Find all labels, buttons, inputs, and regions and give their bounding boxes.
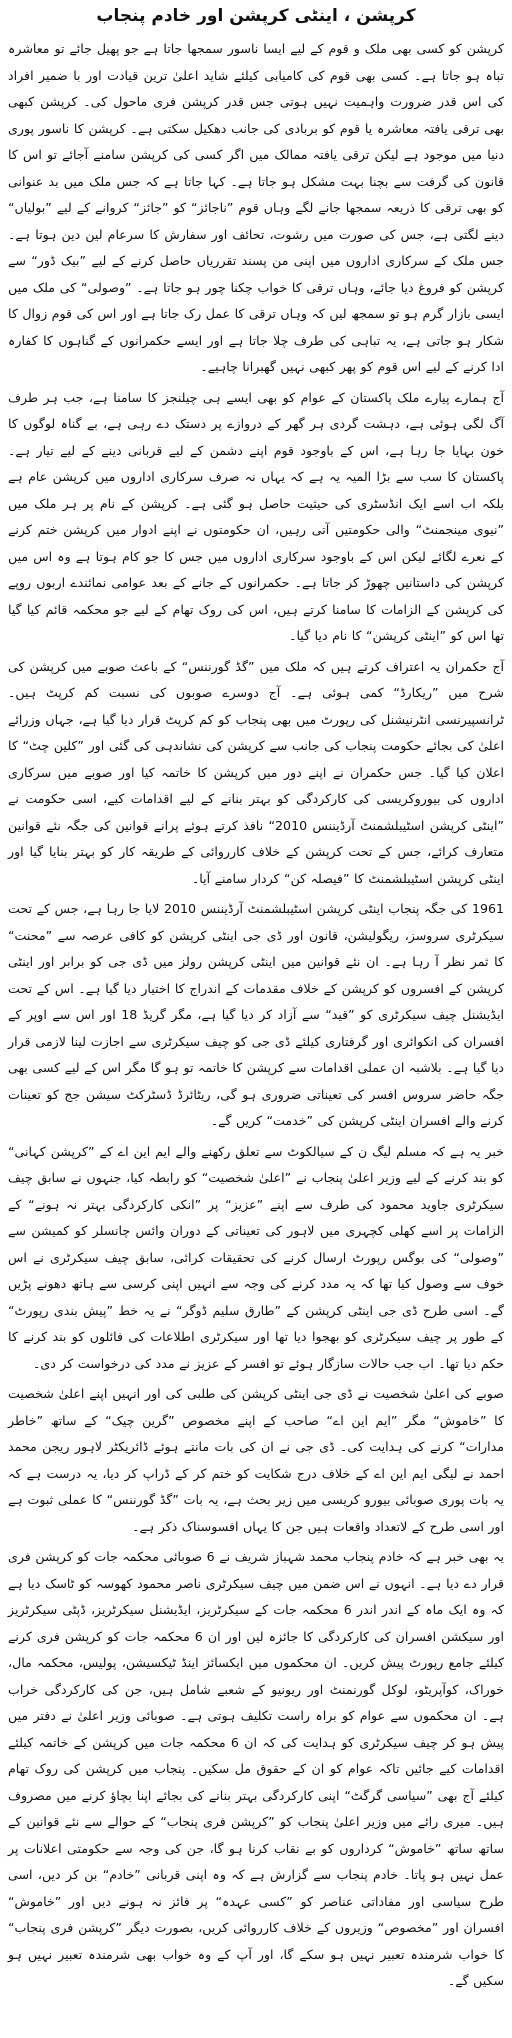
article-paragraph-6: صوبے کی اعلیٰ شخصیت نے ڈی جی اینٹی کرپشن کی طلبی کی اور انہیں اپنے اعلیٰ شخصیت کا ”خاموش“ مگر ”ایم این اے“ صاحب کے اپنے مخصوص ”گرین چیک“ کے ساتھ ”خاطر مدارات“ کرنے کی ہدایت کی۔ ڈی جی نے ان کی بات مانتے ہوئے ڈائریکٹر لاہور ریجن محمد احمد نے لیگی ایم این اے کے خلاف درج شکایت کو ختم کر کے ڈراپ کر دیا، یہ درست ہے کہ یہ بات پوری صوبائی بیورو کریسی میں زیر بحث ہے، یہ بات ”گڈ گورننس“ کا عملی ثبوت ہے اور اسی طرح کے لاتعداد واقعات ہیں جن کا یہاں افسوسناک ذکر ہے۔ — [8, 1386, 504, 1534]
article-headline: کرپشن ، اینٹی کرپشن اور خادم پنجاب — [96, 6, 416, 26]
article-paragraph-2: آج ہمارے پیارے ملک پاکستان کے عوام کو بھی ایسے ہی چیلنجز کا سامنا ہے، جب ہر طرف آگ لگی ہوئی ہے، دہشت گردی ہر گھر کے دروازے پر دستک دے رہی ہے، بے گناہ لوگوں کا خون بہایا جا رہا ہے، اس کے باوجود قوم اپنے دشمن کے لیے قربانی دینے کے لیے تیار ہے۔ پاکستان کا سب سے بڑا المیہ یہ ہے کہ یہاں نہ صرف سرکاری اداروں میں کرپشن عام ہے بلکہ اب اسے ایک انڈسٹری کی حیثیت حاصل ہو گئی ہے۔ کرپشن کے نام پر ہر ملک میں ”نیوی مینجمنٹ“ والی حکومتیں آتی رہیں، ان حکومتوں نے اپنے ادوار میں کرپشن ختم کرنے کے نعرے لگائے لیکن اس کے باوجود سرکاری اداروں میں جس کا جو کام ہوتا ہے وہ اس میں کرپشن کی داستانیں چھوڑ کر جاتا ہے۔ حکمرانوں کے جانے کے بعد عوامی نمائندے اربوں روپے کی کرپشن کے الزامات کا سامنا کرتے ہیں، اس کی روک تھام کے لیے جو محکمہ قائم کیا گیا تھا اس کو ”اینٹی کرپشن“ کا نام دیا گیا۔ — [8, 389, 504, 643]
article-paragraph-7: یہ بھی خبر ہے کہ خادم پنجاب محمد شہباز شریف نے 6 صوبائی محکمہ جات کو کرپشن فری قرار دے دیا ہے۔ انہوں نے اس ضمن میں چیف سیکرٹری ناصر محمود کھوسہ کو ٹاسک دیا ہے کہ وہ ایک ماہ کے اندر اندر 6 محکمہ جات کے سیکرٹریز، ایڈیشنل سیکرٹریز، ڈپٹی سیکرٹریز اور سیکشن افسران کی کارکردگی کا جائزہ لیں اور ان 6 محکمہ جات کو کرپشن فری کرنے کیلئے جامع رپورٹ پیش کریں۔ ان محکموں میں ایکسائز اینڈ ٹیکسیشن، پولیس، محکمہ مال، خوراک، کوآپریٹو، لوکل گورنمنٹ اور ریونیو کے شعبے شامل ہیں، جن کی کارکردگی خراب ہے۔ ان محکموں سے عوام کو براہ راست تکلیف ہوتی ہے۔ صوبائی وزیر اعلیٰ نے دفتر میں پیش ہو کر چیف سیکرٹری کو ہدایت کی کہ ان 6 محکمہ جات میں کرپشن کے خاتمہ کیلئے اقدامات کیے جائیں تاکہ عوام کو ان کے حقوق مل سکیں۔ پنجاب میں کرپشن کی روک تھام کیلئے آج بھی ”سیاسی گرگٹ“ اپنی کارکردگی بہتر بنانے کی بجائے اپنا بچاؤ کرنے میں مصروف ہیں۔ میری رائے میں وزیر اعلیٰ پنجاب کو ”کرپشن فری پنجاب“ کے حوالے سے نئے قوانین کے ساتھ ساتھ ”خاموش“ کرداروں کو بے نقاب کرنا ہو گا، جن کی وجہ سے حکومتی اعلانات پر عمل نہیں ہو پاتا۔ خادم پنجاب سے گزارش ہے کہ وہ اپنی قربانی ”خادم“ بن کر دیں، اسی طرح سیاسی اور مفاداتی عناصر کو ”کسی عہدہ“ پر فائز نہ ہونے دیں اور ”خاموش“ افسران اور ”مخصوص“ وزیروں کے خلاف کارروائی کریں، بصورت دیگر ”کرپشن فری پنجاب“ کا خواب شرمندہ تعبیر نہیں ہو سکے گا، اور آپ کے وہ خواب بھی شرمندہ تعبیر نہیں ہو سکیں گے۔ — [8, 1549, 504, 1988]
article-paragraph-4: 1961 کی جگہ پنجاب اینٹی کرپشن اسٹیبلشمنٹ آرڈیننس 2010 لایا جا رہا ہے، جس کے تحت سیکرٹری سروسز، ریگولیشن، قانون اور ڈی جی اینٹی کرپشن کو کافی عرصہ سے ”محنت“ کا ثمر نظر آ رہا ہے۔ ان نئے قوانین میں اینٹی کرپشن رولز میں ڈی جی کو برابر اور اینٹی کرپشن کے افسروں کو کرپشن کے خلاف مقدمات کے اندراج کا اختیار دیا گیا ہے۔ اس کے تحت ایڈیشنل چیف سیکرٹری کو ”قید“ سے آزاد کر دیا گیا ہے، مگر گریڈ 18 اور اس سے اوپر کے افسران کی انکوائری اور گرفتاری کیلئے ڈی جی کو چیف سیکرٹری سے اجازت لینا لازمی قرار دیا گیا ہے۔ بلاشبہ ان عملی اقدامات سے کرپشن کا خاتمہ تو ہو گا مگر اس کے لیے کسی بھی جگہ حاضر سروس افسر کی تعیناتی ضروری ہو گی، ریٹائرڈ ڈسٹرکٹ سیشن جج کو تعینات کرنے والے افسران اینٹی کرپشن کی ”خدمت“ کریں گے۔ — [8, 901, 504, 1128]
article-paragraph-3: آج حکمران یہ اعتراف کرتے ہیں کہ ملک میں ”گڈ گورننس“ کے باعث صوبے میں کرپشن کی شرح میں ”ریکارڈ“ کمی ہوئی ہے۔ آج دوسرے صوبوں کی نسبت کم کرپٹ ہیں۔ ٹرانسپیرنسی انٹرنیشنل کی رپورٹ میں بھی پنجاب کو کم کرپٹ قرار دیا گیا ہے، جہاں وزرائے اعلیٰ کی بجائے حکومت پنجاب کی جانب سے کرپشن کی نشاندہی کی گئی اور ”کلین چٹ“ کا اعلان کیا گیا۔ جس حکمران نے اپنے دور میں کرپشن کا خاتمہ کیا اور صوبے میں سرکاری اداروں کی بیوروکریسی کی کارکردگی کو بہتر بنانے کے لیے اقدامات کیے، اسی حکومت نے ”اینٹی کرپشن اسٹیبلشمنٹ آرڈیننس 2010“ نافذ کرتے ہوئے پرانے قوانین کی جگہ نئے قوانین متعارف کرائے، جس کے تحت کرپشن کے خلاف کارروائی کے طریقہ کار کو بہتر بنایا گیا اور اینٹی کرپشن اسٹیبلشمنٹ کا ”فیصلہ کن“ کردار سامنے آیا۔ — [8, 658, 504, 886]
article-paragraph-1: کرپشن کو کسی بھی ملک و قوم کے لیے ایسا ناسور سمجھا جاتا ہے جو پھیل جائے تو معاشرہ تباہ ہو جاتا ہے۔ کسی بھی قوم کی کامیابی کیلئے شاید اعلیٰ ترین قیادت اور با ضمیر افراد کی اس قدر ضرورت واہمیت نہیں ہوتی جس قدر کرپشن فری ماحول کی۔ کرپشن کبھی بھی ترقی یافتہ معاشرہ یا قوم کو بربادی کی جانب دھکیل سکتی ہے۔ کرپشن کا ناسور پوری دنیا میں موجود ہے لیکن ترقی یافتہ ممالک میں اگر کسی کی کرپشن سامنے آجائے تو اس کا قانون کی گرفت سے بچنا بہت مشکل ہو جاتا ہے۔ کہا جاتا ہے کہ جس ملک میں بد عنوانی کو بھی ترقی کا ذریعہ سمجھا جانے لگے وہاں قوم ”ناجائز“ کو ”جائز“ کروانے کے لیے ”بولیاں“ دینے لگتی ہے، جس کی صورت میں رشوت، تحائف اور سفارش کا سرعام لین دین ہوتا ہے۔ جس ملک کے سرکاری اداروں میں اپنی من پسند تقرریاں حاصل کرنے کے لیے ”بیک ڈور“ سے کرپشن کو فروغ دیا جائے، وہاں ترقی کا خواب چکنا چور ہو جاتا ہے۔ ”وصولی“ کی ملک میں ایسی بازار گرم ہو تو سمجھ لیں کہ وہاں ترقی کا عمل رک جاتا ہے اور اس کی قوم زوال کا شکار ہو جاتی ہے، یہ تباہی کی طرف چلا جاتا ہے اور ایسے حکمرانوں کے گناہوں کا کفارہ ادا کرنے کے لیے اس قوم کو پھر کبھی نہیں گھبرانا چاہیے۔ — [8, 41, 504, 374]
article-paragraph-5: خبر یہ ہے کہ مسلم لیگ ن کے سیالکوٹ سے تعلق رکھنے والے ایم این اے کے ”کرپشن کہانی“ کو بند کرنے کے لیے وزیر اعلیٰ پنجاب نے ”اعلیٰ شخصیت“ کو رابطہ کیا، جنہوں نے سابق چیف سیکرٹری جاوید محمود کی طرف سے اپنے ”عزیز“ پر ”انکی کارکردگی بہتر نہ ہونے“ کے الزامات پر اسے کھلی کچہری میں لاہور کی تعیناتی کے دوران وائس چانسلر کو کمیشن سے ”وصولی“ کی بوگس رپورٹ ارسال کرنے کی تحقیقات کرائی، سابق چیف سیکرٹری نے اس خوف سے وصول کیا تھا کہ یہ مدد کرنے کی وجہ سے انہیں اپنی کرسی سے ہاتھ دھونے پڑیں گے۔ اسی طرح ڈی جی اینٹی کرپشن کے ”طارق سلیم ڈوگر“ نے یہ خط ”پیش بندی رپورٹ“ کے طور پر چیف سیکرٹری کو بھجوا دیا تھا اور سیکرٹری اطلاعات کی فائلوں کو بند کرنے کا حکم دیا تھا۔ اب جب حالات سازگار ہوئے تو افسر کے عزیز نے مدد کی درخواست کر دی۔ — [8, 1143, 504, 1371]
